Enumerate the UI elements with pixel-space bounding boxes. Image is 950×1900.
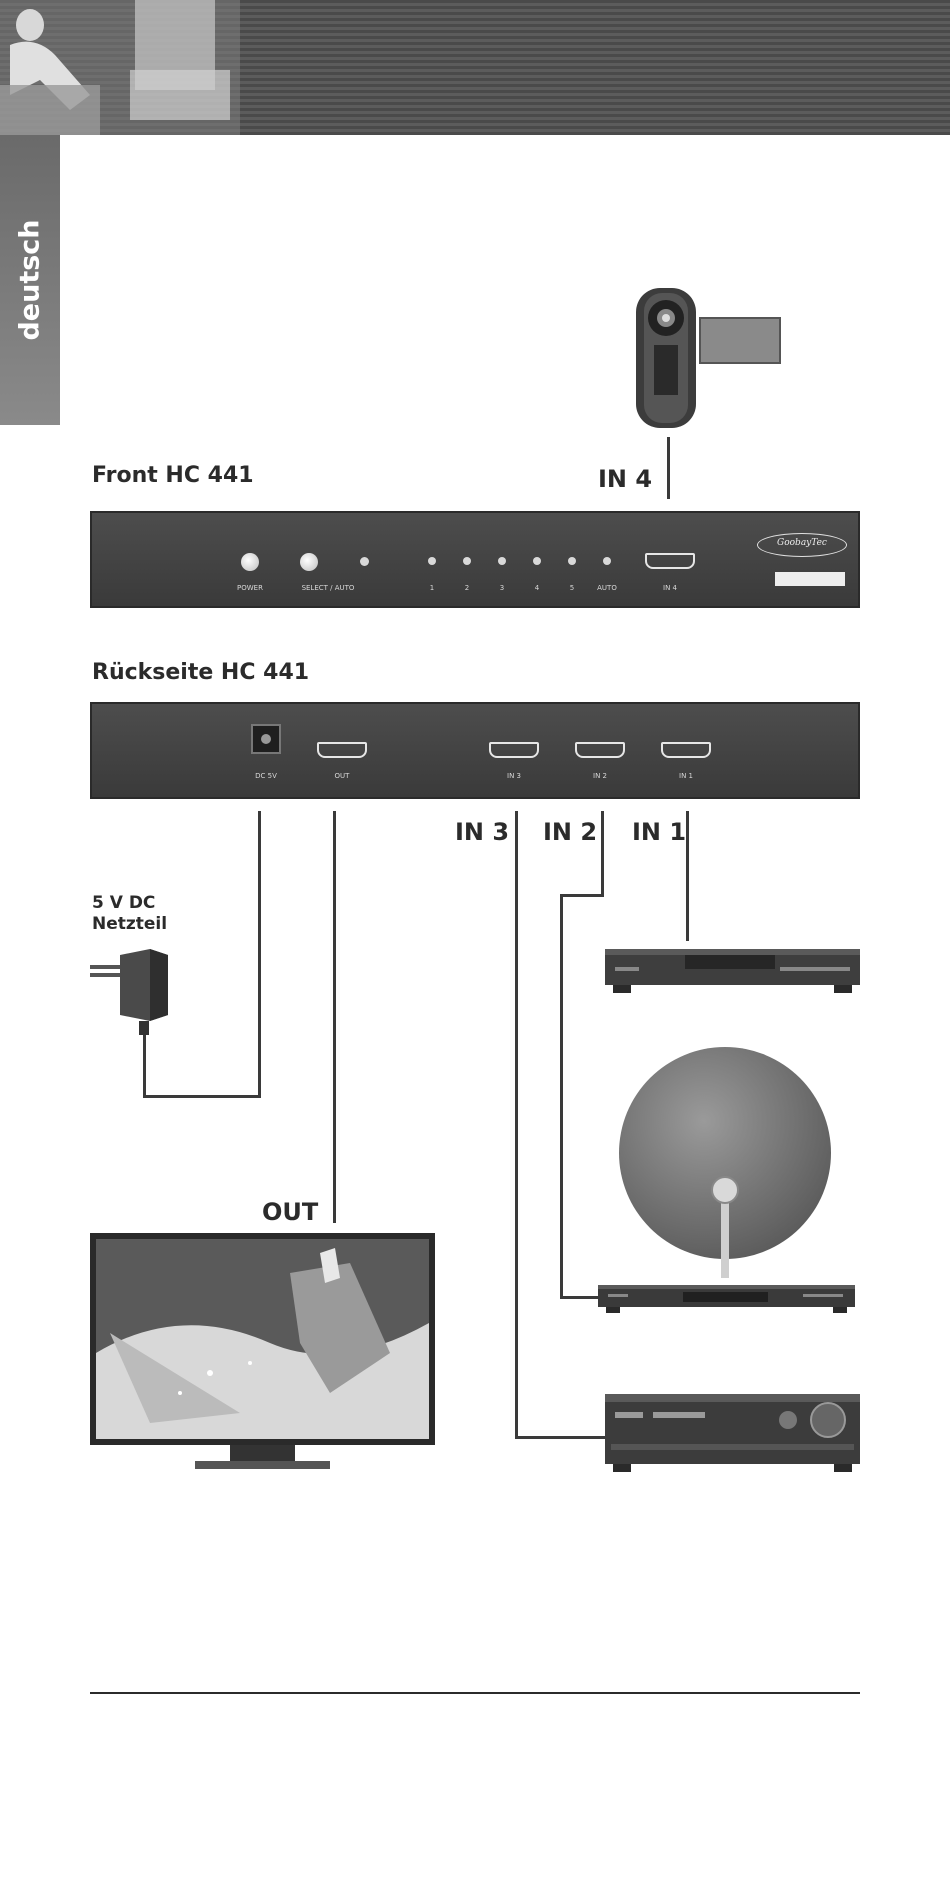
led-3 [498, 557, 506, 565]
brand-text: GoobayTec [777, 538, 827, 548]
in4-port-label: IN 4 [663, 584, 677, 592]
led-label-2: 2 [464, 584, 470, 592]
in2-wire [601, 811, 604, 897]
hdmi-badge [775, 572, 845, 586]
dc-power-jack[interactable] [251, 724, 281, 754]
out-wire [333, 811, 336, 1223]
status-led [360, 557, 369, 566]
power-supply-name: Netzteil [92, 914, 168, 934]
dc-power-label: DC 5V [255, 772, 277, 780]
led-auto [603, 557, 611, 565]
language-tab-label: deutsch [14, 219, 46, 341]
led-5 [568, 557, 576, 565]
power-button-label: POWER [237, 584, 263, 592]
led-2 [463, 557, 471, 565]
tv-icon [90, 1233, 435, 1473]
select-auto-label: SELECT / AUTO [301, 584, 355, 592]
led-label-5: 5 [569, 584, 575, 592]
in1-port[interactable] [661, 742, 711, 758]
power-supply-voltage: 5 V DC [92, 893, 156, 913]
power-wire [258, 811, 261, 1098]
language-tab[interactable] [0, 135, 60, 425]
led-label-4: 4 [534, 584, 540, 592]
camcorder-icon [630, 283, 785, 433]
in4-label: IN 4 [598, 465, 653, 493]
led-label-3: 3 [499, 584, 505, 592]
in3-port-label: IN 3 [507, 772, 521, 780]
out-label: OUT [262, 1198, 319, 1226]
in2-port-label: IN 2 [593, 772, 607, 780]
satellite-receiver-icon [598, 1283, 855, 1315]
in4-port[interactable] [645, 553, 695, 569]
select-auto-button[interactable] [300, 553, 318, 571]
back-title: Rückseite HC 441 [92, 660, 310, 685]
out-port-label: OUT [334, 772, 350, 780]
footer-divider [90, 1692, 860, 1694]
living-room-photo-icon [0, 0, 950, 135]
in2-label: IN 2 [543, 818, 598, 846]
in3-label: IN 3 [455, 818, 510, 846]
in3-wire [515, 1436, 605, 1439]
front-panel [90, 511, 860, 608]
av-receiver-icon [605, 1392, 860, 1474]
dvd-player-icon [605, 945, 860, 995]
in1-label: IN 1 [632, 818, 687, 846]
in1-port-label: IN 1 [679, 772, 693, 780]
power-wire [143, 1030, 146, 1098]
in2-wire [560, 1296, 600, 1299]
power-button[interactable] [241, 553, 259, 571]
in2-wire [560, 894, 563, 1299]
header-photo [0, 0, 950, 135]
in3-wire [515, 811, 518, 1439]
led-label-auto: AUTO [597, 584, 617, 592]
led-1 [428, 557, 436, 565]
power-wire [143, 1095, 261, 1098]
in3-port[interactable] [489, 742, 539, 758]
in4-wire [667, 437, 670, 499]
led-label-1: 1 [429, 584, 435, 592]
in2-port[interactable] [575, 742, 625, 758]
out-port[interactable] [317, 742, 367, 758]
front-title: Front HC 441 [92, 463, 254, 488]
in1-wire [686, 811, 689, 941]
led-4 [533, 557, 541, 565]
power-adapter-icon [90, 945, 170, 1040]
brand-logo [757, 533, 847, 557]
satellite-dish-icon [615, 1045, 835, 1280]
power-supply-label [92, 893, 167, 935]
back-panel [90, 702, 860, 799]
in2-wire [560, 894, 604, 897]
